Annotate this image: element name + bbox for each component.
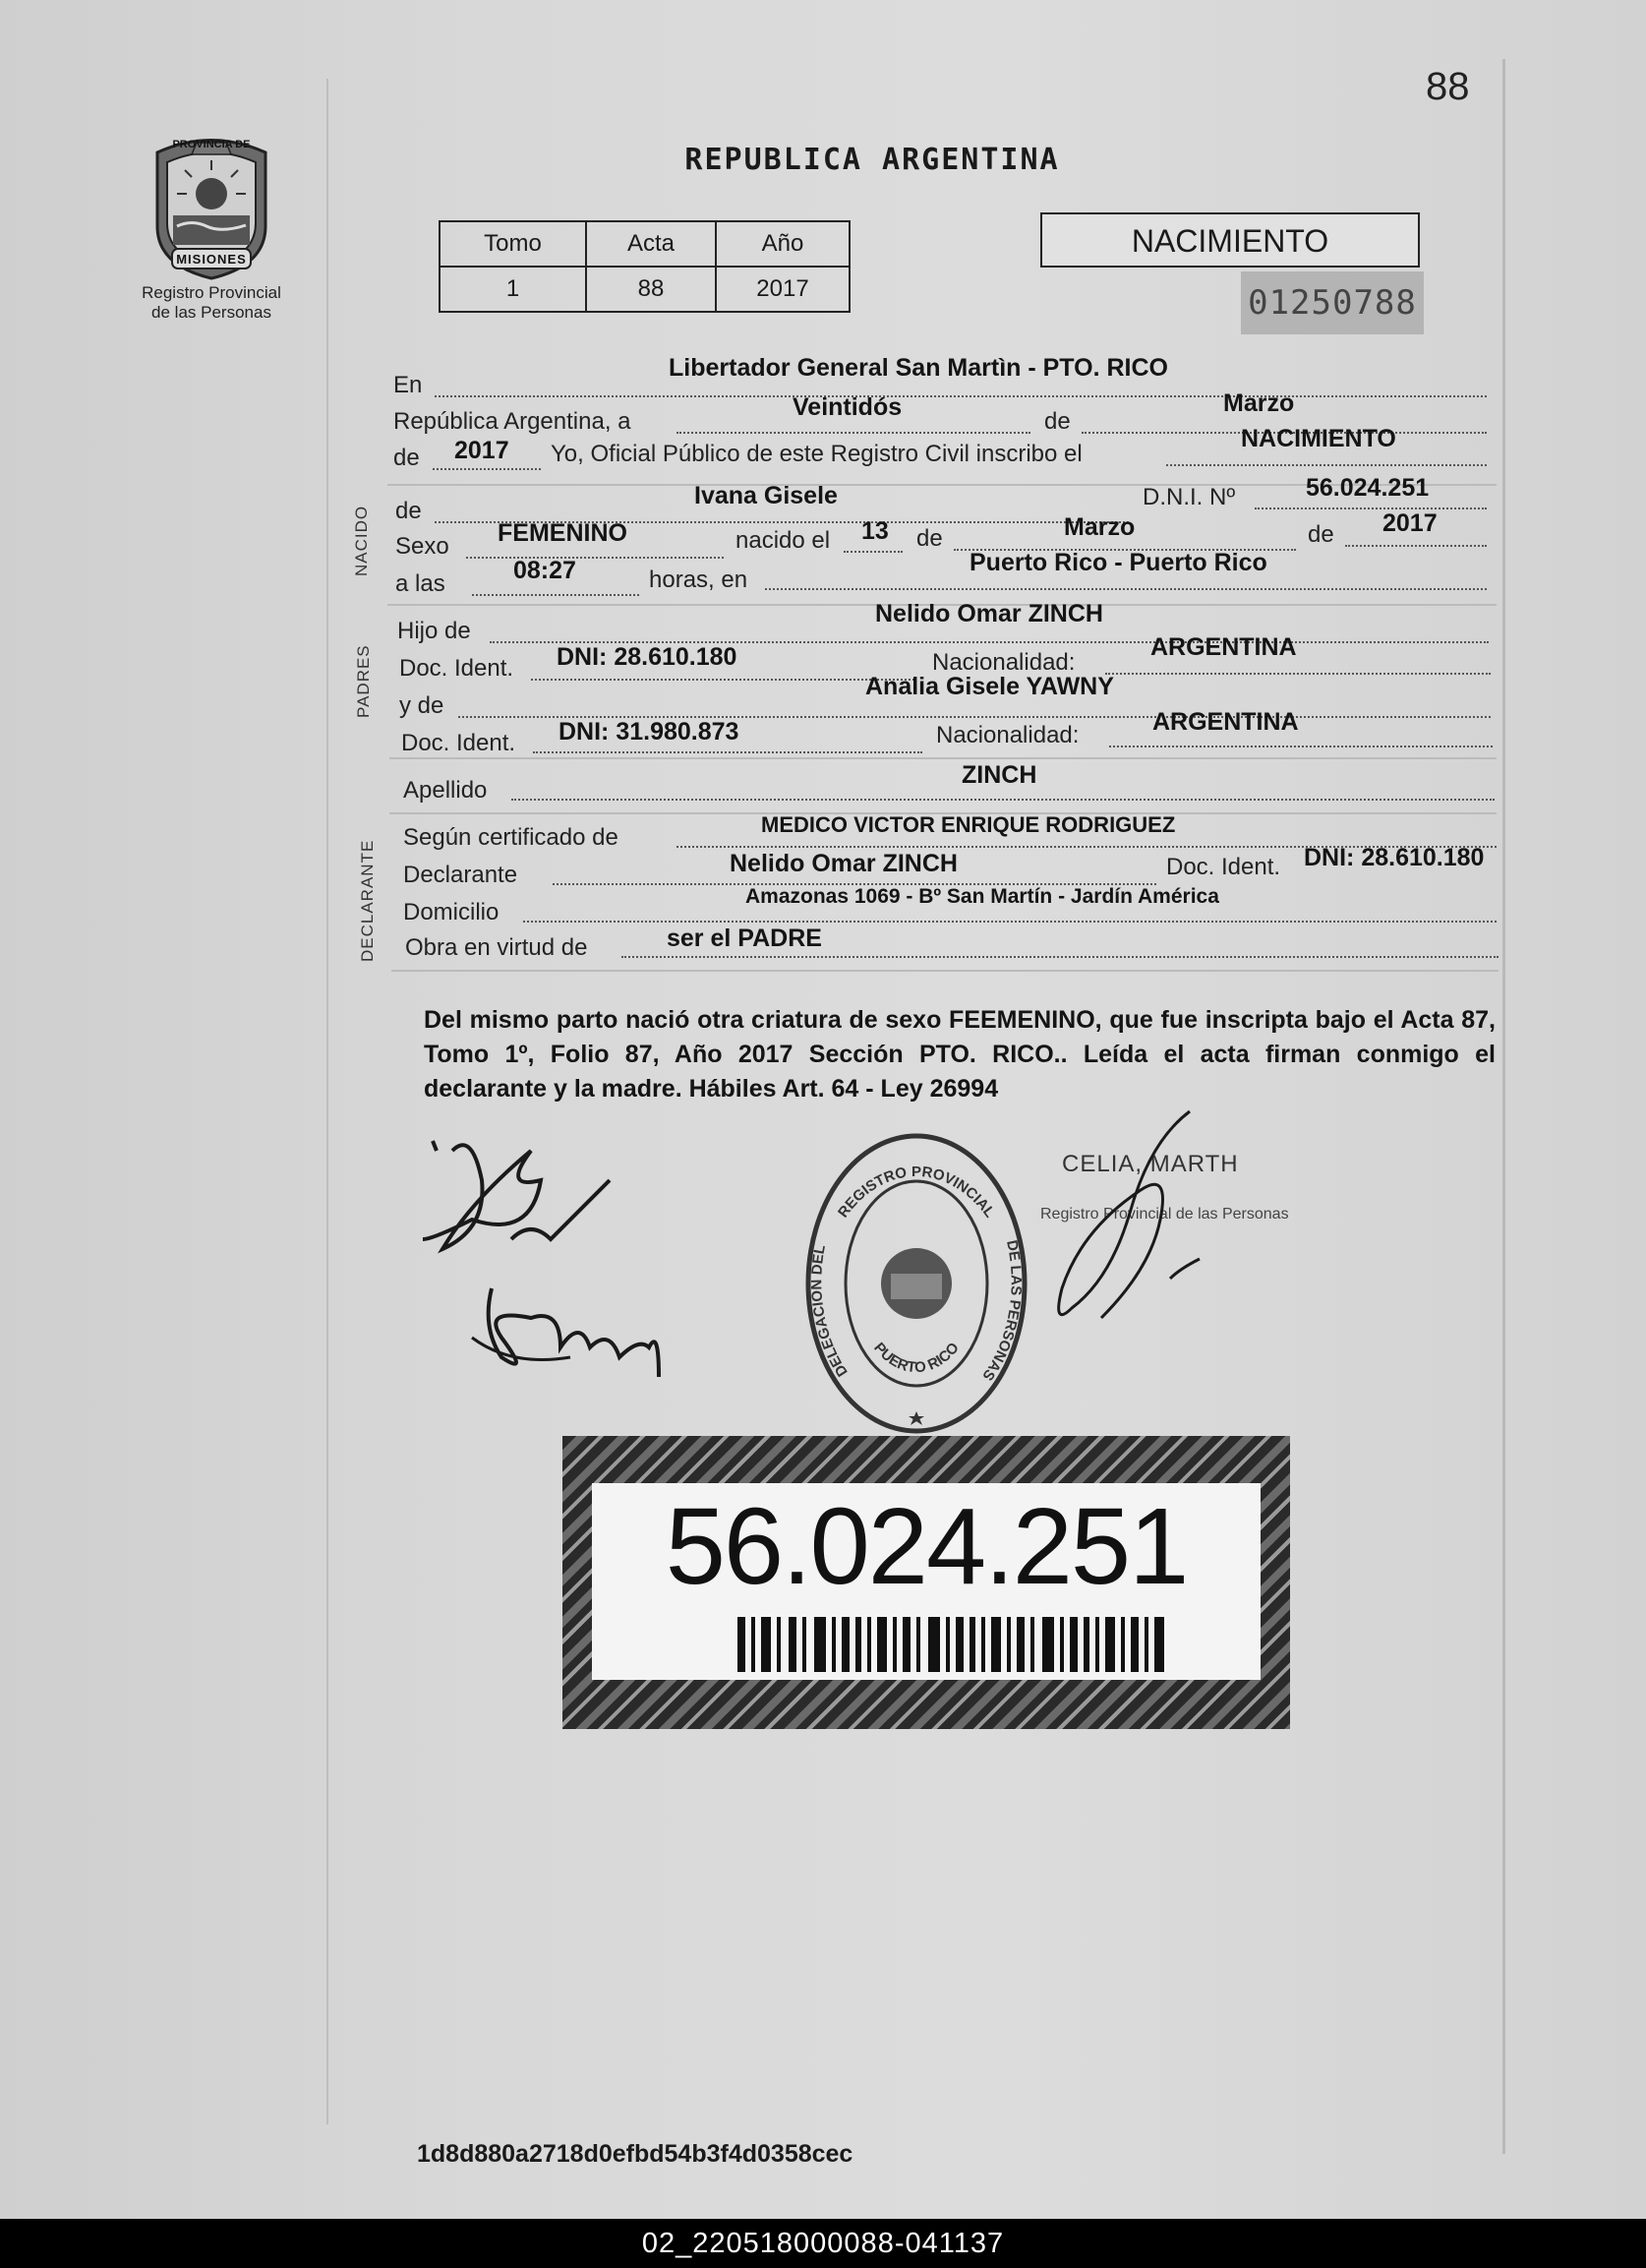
lugar-dotted-line — [765, 588, 1487, 590]
serial-number: 01250788 — [1241, 271, 1424, 334]
apellido-label: Apellido — [403, 777, 488, 804]
padre-dni-dotted-line — [531, 679, 914, 681]
madre-value: Analia Gisele YAWNY — [865, 673, 1114, 700]
certificado-value: MEDICO VICTOR ENRIQUE RODRIGUEZ — [761, 812, 1176, 837]
svg-text:PUERTO RICO — [870, 1340, 963, 1377]
logo-text-top: PROVINCIA DE — [172, 139, 251, 150]
stamp-text-right: DE LAS PERSONAS — [978, 1238, 1025, 1384]
dia-nac-dotted-line — [844, 551, 903, 553]
en-value: Libertador General San Martìn - PTO. RICO — [669, 354, 1168, 382]
de-label: de — [1044, 408, 1071, 435]
section-divider — [389, 757, 1497, 759]
apellido-dotted-line — [511, 799, 1495, 801]
en-dotted-line — [435, 395, 1487, 397]
barcode-sticker-inner — [592, 1483, 1261, 1680]
dia-nac-value: 13 — [861, 517, 889, 545]
padre-value: Nelido Omar ZINCH — [875, 600, 1103, 627]
domicilio-value: Amazonas 1069 - Bº San Martín - Jardín América — [745, 885, 1219, 908]
anio-header: Año — [716, 221, 850, 267]
lugar-value: Puerto Rico - Puerto Rico — [970, 549, 1267, 576]
official-name: CELIA, MARTH — [1062, 1151, 1239, 1177]
declarante-value: Nelido Omar ZINCH — [730, 850, 958, 877]
madre-nac-dotted-line — [1109, 746, 1493, 747]
padre-dni-value: DNI: 28.610.180 — [557, 643, 737, 671]
sexo-value: FEMENINO — [498, 519, 627, 547]
page-number: 88 — [1426, 65, 1470, 108]
inscribo-dotted-line — [1166, 464, 1487, 466]
declarante-dni-value: DNI: 28.610.180 — [1304, 844, 1485, 871]
barcode-sticker — [562, 1436, 1290, 1729]
republica-label: República Argentina, a — [393, 408, 631, 435]
nombre-value: Ivana Gisele — [694, 482, 838, 509]
dni-value: 56.024.251 — [1306, 474, 1430, 502]
domicilio-dotted-line — [523, 921, 1497, 923]
tomo-header: Tomo — [440, 221, 586, 267]
mes-nac-value: Marzo — [1064, 513, 1136, 541]
section-divider — [391, 970, 1499, 972]
paper-edge — [1502, 59, 1505, 2154]
tomo-value: 1 — [440, 267, 586, 312]
declarante-label: Declarante — [403, 862, 518, 888]
de3-label: de — [395, 498, 422, 524]
padre-nac-value: ARGENTINA — [1150, 633, 1297, 661]
registro-provincial-stamp-icon — [798, 1126, 1034, 1441]
padres-section-label: PADRES — [354, 644, 373, 718]
mes-value: Marzo — [1223, 389, 1295, 417]
dia-dotted-line — [676, 432, 1030, 434]
en-label: En — [393, 372, 423, 398]
doc-ident2-label: Doc. Ident. — [401, 730, 516, 756]
doc-ident-label: Doc. Ident. — [399, 655, 514, 682]
logo-text-bottom: MISIONES — [176, 252, 247, 267]
doc-ident3-label: Doc. Ident. — [1166, 854, 1281, 880]
madre-dni-value: DNI: 31.980.873 — [558, 718, 739, 746]
table-header-row — [440, 221, 850, 267]
domicilio-label: Domicilio — [403, 899, 500, 925]
anio-nac-dotted-line — [1345, 545, 1487, 547]
notes-paragraph: Del mismo parto nació otra criatura de sexo FEEMENINO, que fue inscripta bajo el Acta 87, Tomo 1º, Folio 87, Año 2017 Sección PTO. RICO.. Leída el acta firman conmigo el declarante y la madre. Hábiles Art. 64 - Ley 26994 — [424, 1006, 1496, 1103]
padre-nac-dotted-line — [1105, 673, 1491, 675]
footer-bar — [0, 2219, 1646, 2268]
svg-text:DELEGACION DEL — [808, 1243, 852, 1379]
dni-dotted-line — [1255, 507, 1487, 509]
segun-label: Según certificado de — [403, 824, 618, 851]
yo-text: Yo, Oficial Público de este Registro Civil inscribo el — [551, 441, 1083, 467]
anio-nac-value: 2017 — [1382, 509, 1438, 537]
anio-value: 2017 — [716, 267, 850, 312]
anio-dotted-line — [433, 468, 541, 470]
nacionalidad2-label: Nacionalidad: — [936, 722, 1080, 748]
obra-dotted-line — [621, 956, 1499, 958]
nacido-el-label: nacido el — [735, 527, 831, 554]
hijo-de-label: Hijo de — [397, 618, 471, 644]
inscribo-value: NACIMIENTO — [1241, 425, 1396, 452]
margin-line — [326, 79, 328, 2124]
dia-value: Veintidós — [793, 393, 903, 421]
nacionalidad-label: Nacionalidad: — [932, 649, 1076, 676]
official-title: Registro Provincial de las Personas — [1040, 1206, 1289, 1223]
hora-dotted-line — [472, 594, 639, 596]
acta-value: 88 — [586, 267, 716, 312]
de4-label: de — [916, 525, 943, 552]
de5-label: de — [1308, 521, 1334, 548]
apellido-value: ZINCH — [962, 761, 1037, 789]
declarante-section-label: DECLARANTE — [358, 839, 377, 962]
barcode-number: 56.024.251 — [665, 1486, 1188, 1607]
sexo-label: Sexo — [395, 533, 449, 560]
logo-caption — [118, 283, 305, 323]
horas-en-label: horas, en — [649, 567, 748, 593]
declarante-signature-icon — [413, 1121, 728, 1416]
stamp-text-left: DELEGACION DEL — [808, 1243, 852, 1380]
anio-value: 2017 — [454, 437, 509, 464]
stamp-text-bottom: PUERTO RICO — [870, 1339, 963, 1377]
nacido-section-label: NACIDO — [352, 505, 371, 576]
obra-label: Obra en virtud de — [405, 934, 588, 961]
footer-file-id: 02_220518000088-041137 — [641, 2228, 1005, 2259]
logo-caption-line1: Registro Provincial — [142, 283, 281, 302]
sexo-dotted-line — [466, 557, 724, 559]
obra-value: ser el PADRE — [667, 925, 822, 952]
svg-text:REGISTRO PROVINCIAL — [835, 1164, 998, 1221]
document-hash: 1d8d880a2718d0efbd54b3f4d0358cec — [417, 2140, 853, 2168]
stamp-text-top: REGISTRO PROVINCIAL — [835, 1163, 998, 1222]
table-value-row — [440, 267, 850, 312]
barcode-bars-icon — [737, 1617, 1166, 1672]
logo-caption-line2: de las Personas — [151, 303, 271, 322]
y-de-label: y de — [399, 692, 444, 719]
official-signature-icon — [1042, 1102, 1219, 1338]
hora-value: 08:27 — [513, 557, 576, 584]
madre-dni-dotted-line — [533, 751, 922, 753]
a-las-label: a las — [395, 570, 445, 597]
acta-header: Acta — [586, 221, 716, 267]
tomo-acta-table — [439, 220, 851, 313]
de2-label: de — [393, 445, 420, 471]
document-type-box: NACIMIENTO — [1040, 212, 1420, 268]
dni-label: D.N.I. Nº — [1143, 484, 1236, 510]
document-title: REPUBLICA ARGENTINA — [684, 143, 1060, 177]
madre-nac-value: ARGENTINA — [1152, 708, 1299, 736]
